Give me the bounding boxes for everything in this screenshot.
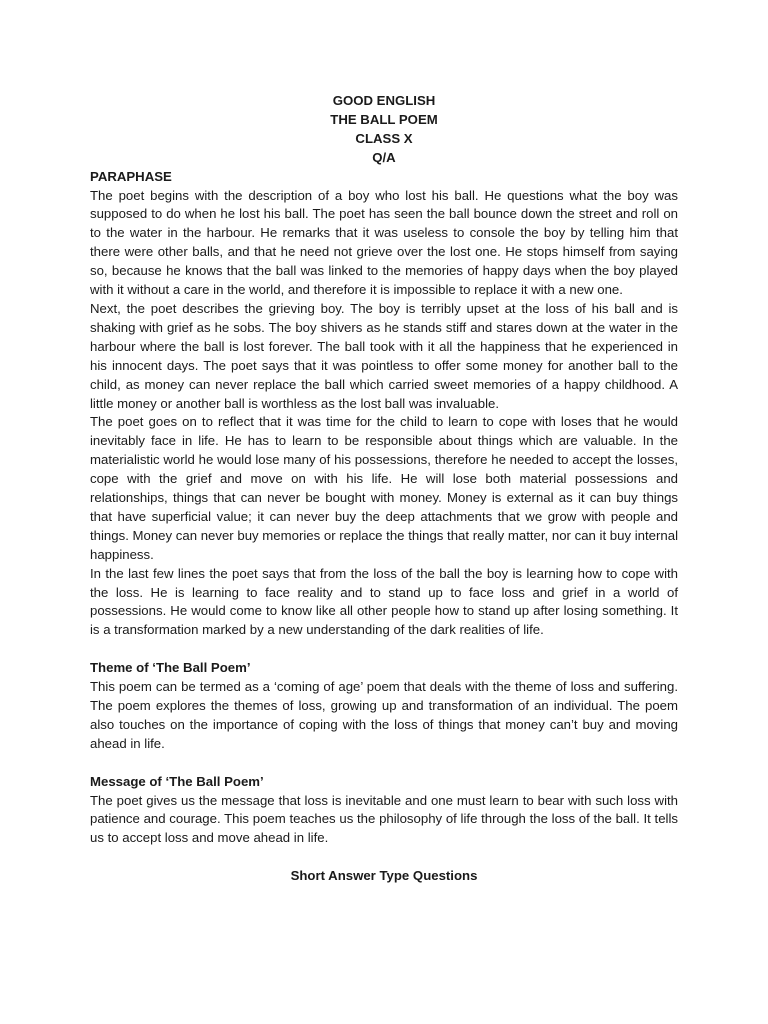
paraphase-paragraph-4: In the last few lines the poet says that from the loss of the ball the boy is learning how to cope with the loss. He is learning to face reality and to stand up to face loss and grief in a world of possessions. He would come to know like all other people how to stand up after losing something. It is a transformation marked by a new understanding of the dark realities of life. bbox=[90, 565, 678, 638]
message-paragraph: The poet gives us the message that loss is inevitable and one must learn to bear with such loss with patience and courage. This poem teaches us the philosophy of life through the loss of the ball. It tells us to accept loss and move ahead in life. bbox=[90, 792, 678, 846]
title-class: CLASS X bbox=[355, 130, 413, 146]
short-answer-heading: Short Answer Type Questions bbox=[290, 868, 478, 884]
theme-paragraph: This poem can be termed as a ‘coming of age’ poem that deals with the theme of loss and suffering. The poem explores the themes of loss, growing up and transformation of an individual. The poem also touches on the importance of coping with the loss of things that money can’t buy and moving ahead in life. bbox=[90, 679, 678, 751]
message-heading: Message of ‘The Ball Poem’ bbox=[90, 773, 264, 789]
title-the-ball-poem: THE BALL POEM bbox=[330, 111, 438, 127]
spacer bbox=[90, 640, 678, 659]
title-good-english: GOOD ENGLISH bbox=[332, 93, 436, 108]
title-qa: Q/A bbox=[372, 149, 396, 165]
theme-heading: Theme of ‘The Ball Poem’ bbox=[90, 660, 251, 676]
spacer bbox=[90, 848, 678, 867]
document-page bbox=[90, 92, 678, 886]
paraphase-paragraph-3: The poet goes on to reflect that it was time for the child to learn to cope with loses that he would inevitably face in life. He has to learn to be responsible about things which are valuable. In the materialistic world he would lose many of his possessions, therefore he needed to accept the losses, cope with the grief and move on with his life. He will lose both material possessions and relationships, things that can never be bought with money. Money is external as it can buy things that have superficial value; it can never buy the deep attachments that we grow with people and things. Money can never buy memories or replace the things that really matter, nor can it buy internal happiness. bbox=[90, 414, 678, 562]
paraphase-paragraph-1: The poet begins with the description of a boy who lost his ball. He questions what the boy was supposed to do when he lost his ball. The poet has seen the ball bounce down the street and roll on to the water in the harbour. He remarks that it was useless to console the boy by telling him that there were other balls, and that he need not grieve over the lost one. He stops himself from saying so, because he knows that the ball was linked to the memories of happy days when the boy played with it without a care in the world, and therefore it is impossible to replace it with a new one. bbox=[90, 187, 678, 298]
paraphase-paragraph-2: Next, the poet describes the grieving boy. The boy is terribly upset at the loss of his ball and is shaking with grief as he sobs. The boy shivers as he stands stiff and stares down at the water in the harbour where the ball is lost forever. The ball took with it all the happiness that he experienced in his innocent days. The poet says that it was pointless to offer some money for another ball to the child, as money can never replace the ball which carried sweet memories of a happy childhood. A little money or another ball is worthless as the lost ball was invaluable. bbox=[90, 300, 678, 411]
spacer bbox=[90, 754, 678, 773]
paraphase-heading: PARAPHASE bbox=[90, 168, 172, 184]
